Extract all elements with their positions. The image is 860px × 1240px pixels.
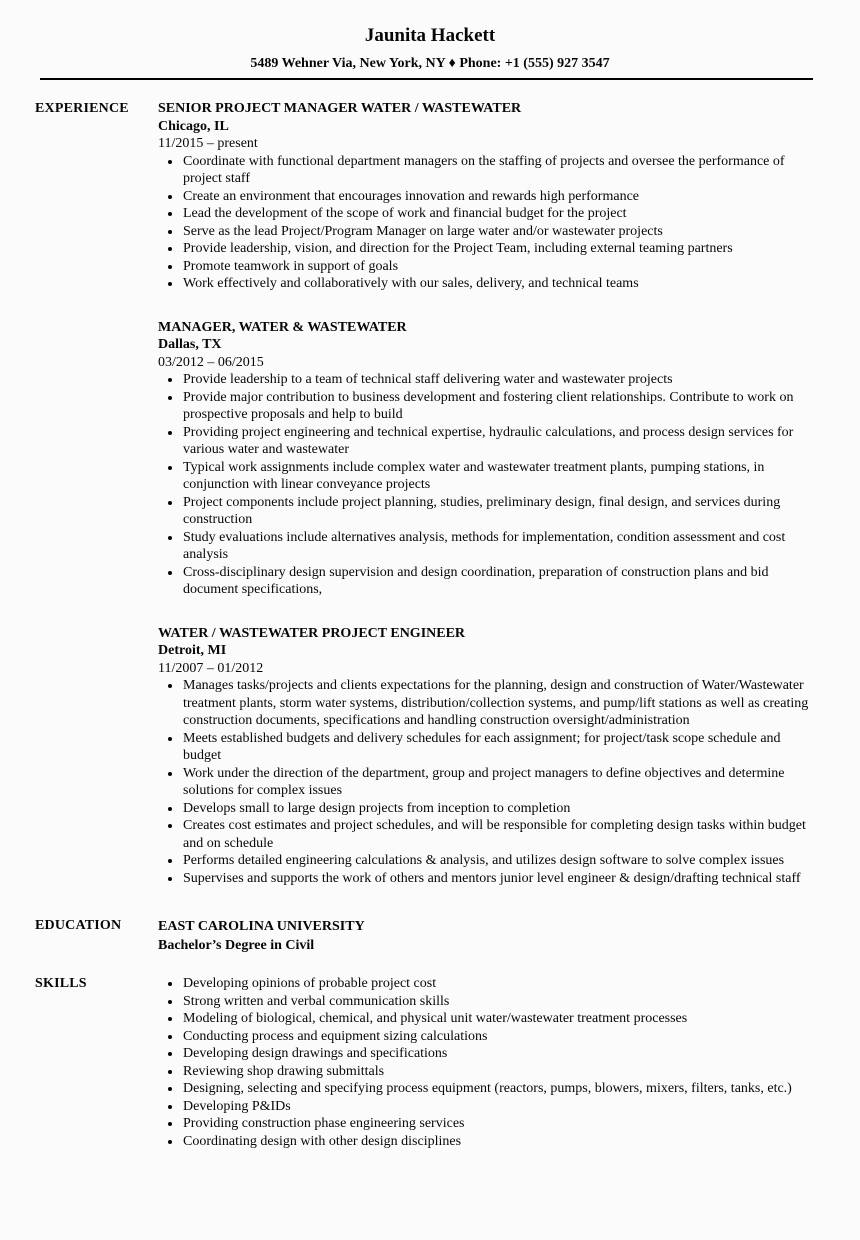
job-dates: 11/2007 – 01/2012 [158, 660, 264, 676]
job-entry [158, 100, 814, 293]
experience-body [158, 100, 860, 887]
bullet-item: • Coordinating design with other design disciplines [182, 1133, 814, 1151]
section-education [0, 917, 860, 955]
bullet-item: • Modeling of biological, chemical, and physical unit water/wastewater treatment processes [182, 1010, 814, 1028]
job-location: Dallas, TX [158, 337, 222, 352]
bullet-item: • Typical work assignments include complex water and wastewater treatment plants, pumping stations, in conjunction with linear conveyance projects [182, 459, 814, 494]
skills-body [158, 975, 860, 1150]
job-dates: 03/2012 – 06/2015 [158, 354, 264, 370]
candidate-name: Jaunita Hackett [364, 25, 496, 46]
section-label-experience: EXPERIENCE [35, 101, 129, 116]
education-body [158, 917, 860, 955]
section-skills [0, 975, 860, 1150]
bullet-item: • Coordinate with functional department managers on the staffing of projects and oversee the performance of project staff [182, 153, 814, 188]
bullet-item: • Lead the development of the scope of work and financial budget for the project [182, 205, 814, 223]
job-location: Chicago, IL [158, 118, 229, 134]
header-divider [40, 78, 813, 80]
bullet-item: • Designing, selecting and specifying process equipment (reactors, pumps, blowers, mixers, filters, tanks, etc.) [182, 1080, 814, 1098]
section-experience [0, 100, 860, 887]
bullet-item: • Serve as the lead Project/Program Manager on large water and/or wastewater projects [182, 223, 814, 241]
bullet-item: • Provide major contribution to business development and fostering client relationships. Contribute to work on prospective proposals and help to build [182, 389, 814, 424]
job-bullet-list [158, 153, 814, 293]
bullet-item: • Promote teamwork in support of goals [182, 258, 814, 276]
section-label-skills: SKILLS [35, 976, 87, 991]
resume-content [0, 100, 860, 1150]
job-entry [158, 625, 814, 888]
bullet-item: • Supervises and supports the work of others and mentors junior level engineer & design/drafting technical staff [182, 870, 814, 888]
education-school: EAST CAROLINA UNIVERSITY [158, 919, 365, 934]
skills-list [158, 975, 814, 1150]
contact-line: 5489 Wehner Via, New York, NY ♦ Phone: +1 (555) 927 3547 [250, 56, 610, 71]
bullet-item: • Reviewing shop drawing submittals [182, 1063, 814, 1081]
job-location: Detroit, MI [158, 643, 227, 658]
bullet-item: • Study evaluations include alternatives analysis, methods for implementation, condition assessment and cost analysis [182, 529, 814, 564]
bullet-item: • Work effectively and collaboratively with our sales, delivery, and technical teams [182, 275, 814, 293]
bullet-item: • Manages tasks/projects and clients expectations for the planning, design and construction of Water/Wastewater treatment plants, storm water systems, distribution/collection systems, and pump/lift stations as well as creating construction documents, specifications and handling construction oversight/administration [182, 677, 814, 730]
bullet-item: • Provide leadership, vision, and direction for the Project Team, including external teaming partners [182, 240, 814, 258]
bullet-item: • Developing opinions of probable project cost [182, 975, 814, 993]
job-entry [158, 319, 814, 599]
bullet-item: • Performs detailed engineering calculations & analysis, and utilizes design software to solve complex issues [182, 852, 814, 870]
job-dates: 11/2015 – present [158, 136, 258, 151]
bullet-item: • Cross-disciplinary design supervision and design coordination, preparation of construction plans and bid document specifications, [182, 564, 814, 599]
job-bullet-list [158, 677, 814, 887]
bullet-item: • Develops small to large design projects from inception to completion [182, 800, 814, 818]
bullet-item: • Create an environment that encourages innovation and rewards high performance [182, 188, 814, 206]
job-title: SENIOR PROJECT MANAGER WATER / WASTEWATER [158, 101, 522, 116]
bullet-item: • Provide leadership to a team of technical staff delivering water and wastewater projects [182, 371, 814, 389]
bullet-item: • Providing project engineering and technical expertise, hydraulic calculations, and process design services for various water and wastewater [182, 424, 814, 459]
section-label-education: EDUCATION [35, 918, 122, 933]
bullet-item: • Project components include project planning, studies, preliminary design, final design, and services during construction [182, 494, 814, 529]
bullet-item: • Creates cost estimates and project schedules, and will be responsible for completing design tasks within budget and on schedule [182, 817, 814, 852]
bullet-item: • Meets established budgets and delivery schedules for each assignment; for project/task scope schedule and budget [182, 730, 814, 765]
job-title: MANAGER, WATER & WASTEWATER [158, 319, 407, 335]
bullet-item: • Developing P&IDs [182, 1098, 814, 1116]
job-bullet-list [158, 371, 814, 599]
bullet-item: • Work under the direction of the department, group and project managers to define objectives and determine solutions for complex issues [182, 765, 814, 800]
bullet-item: • Conducting process and equipment sizing calculations [182, 1028, 814, 1046]
bullet-item: • Developing design drawings and specifications [182, 1045, 814, 1063]
bullet-item: • Providing construction phase engineering services [182, 1115, 814, 1133]
bullet-item: • Strong written and verbal communication skills [182, 993, 814, 1011]
education-degree: Bachelor’s Degree in Civil [158, 938, 315, 953]
job-title: WATER / WASTEWATER PROJECT ENGINEER [158, 625, 466, 641]
